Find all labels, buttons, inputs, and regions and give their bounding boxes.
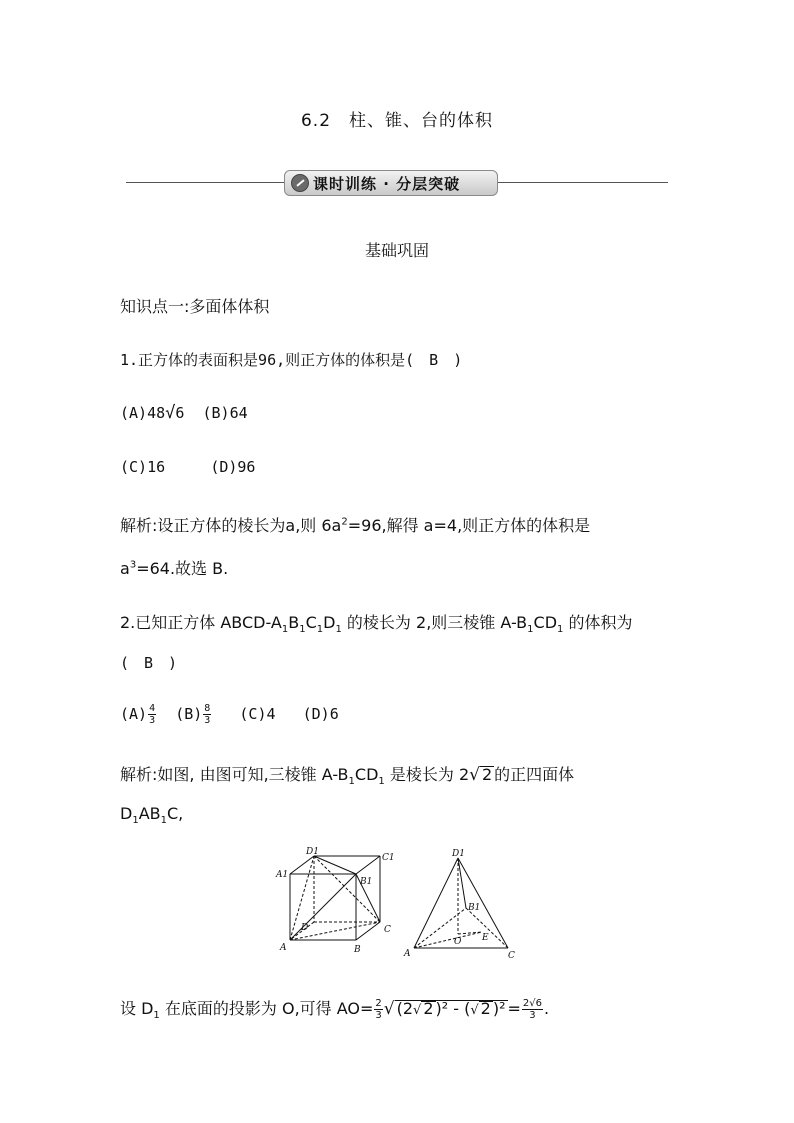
q1-opt-a: (A)48 — [120, 404, 166, 422]
banner-rule-right — [491, 182, 668, 183]
banner-pill — [284, 170, 498, 196]
frac-result: $\frac{2√6}{3}$ — [522, 998, 543, 1021]
q2-answer: ( B ) — [120, 654, 178, 672]
svg-text:B: B — [354, 945, 361, 955]
q2-stem: 2.已知正方体 ABCD-$A_1B_1C_1D_1$ 的棱长为 2,则三棱锥 $A-B_1CD_1$ 的体积为 — [120, 613, 633, 636]
svg-text:D1: D1 — [306, 847, 319, 857]
cube-labels — [275, 847, 395, 955]
q1-stem: 1.正方体的表面积是96,则正方体的体积是( B ) — [120, 351, 463, 369]
svg-text:E: E — [482, 933, 489, 943]
svg-text:D1: D1 — [452, 849, 465, 859]
q1-options-cd — [120, 458, 255, 476]
big-radical: (2√ 2 )² - (√ 2 )² — [396, 999, 506, 1018]
frac-8-3: $\frac{8}{3}$ — [204, 703, 211, 726]
q1-solution-line1: 解析:设正方体的棱长为a,则 $6a^2=96$,解得 a=4,则正方体的体积是 — [120, 516, 591, 535]
page-title: 6.2 柱、锥、台的体积 — [300, 111, 494, 131]
q2-solution-line3: 设 $D_1$ 在底面的投影为 O,可得 AO= $\frac{2}{3}$ √ (2√ 2 )² - (√ 2 )² = $\frac{2√6}{3}$ . — [120, 998, 550, 1022]
q1-opt-d: (D)96 — [210, 458, 256, 476]
q1-opt-b: (B)64 — [202, 404, 248, 422]
q2-options: (A) $\frac{4}{3}$ (B) $\frac{8}{3}$ (C)4 (D)6 — [120, 703, 339, 726]
section-banner — [126, 170, 668, 196]
banner-rule-left — [126, 182, 291, 183]
q1-options-ab: (A)48√6 (B)64 — [120, 403, 248, 423]
q1-opt-c: (C)16 — [120, 458, 166, 476]
svg-text:A: A — [280, 943, 287, 953]
svg-text:C: C — [508, 951, 515, 961]
svg-text:B1: B1 — [360, 877, 373, 887]
banner-text: 课时训练 · 分层突破 — [313, 175, 461, 193]
section-heading: 基础巩固 — [364, 241, 429, 260]
tetra-figure — [414, 858, 508, 948]
svg-text:A1: A1 — [276, 870, 289, 880]
svg-text:C1: C1 — [382, 853, 395, 863]
svg-text:O: O — [454, 937, 462, 947]
svg-text:D: D — [301, 923, 309, 933]
frac-4-3: $\frac{4}{3}$ — [149, 703, 156, 726]
q1-opt-a-root: 6 — [175, 404, 185, 422]
topic-heading: 知识点一:多面体体积 — [120, 297, 270, 316]
geometry-figure — [268, 844, 528, 974]
frac-2-3: $\frac{2}{3}$ — [375, 998, 382, 1021]
figure-svg — [268, 844, 528, 974]
q1-solution-line2: $a^3=64$.故选 B. — [120, 559, 229, 578]
q2-solution-line1: 解析:如图, 由图可知,三棱锥 $A-B_1CD_1$ 是棱长为 2√ 2 的正四面体 — [120, 765, 575, 788]
svg-text:B1: B1 — [468, 903, 481, 913]
q2-solution-line2: $D_1AB_1C$, — [120, 804, 184, 827]
svg-text:A: A — [404, 949, 411, 959]
pencil-icon — [291, 174, 309, 192]
svg-text:C: C — [384, 925, 391, 935]
